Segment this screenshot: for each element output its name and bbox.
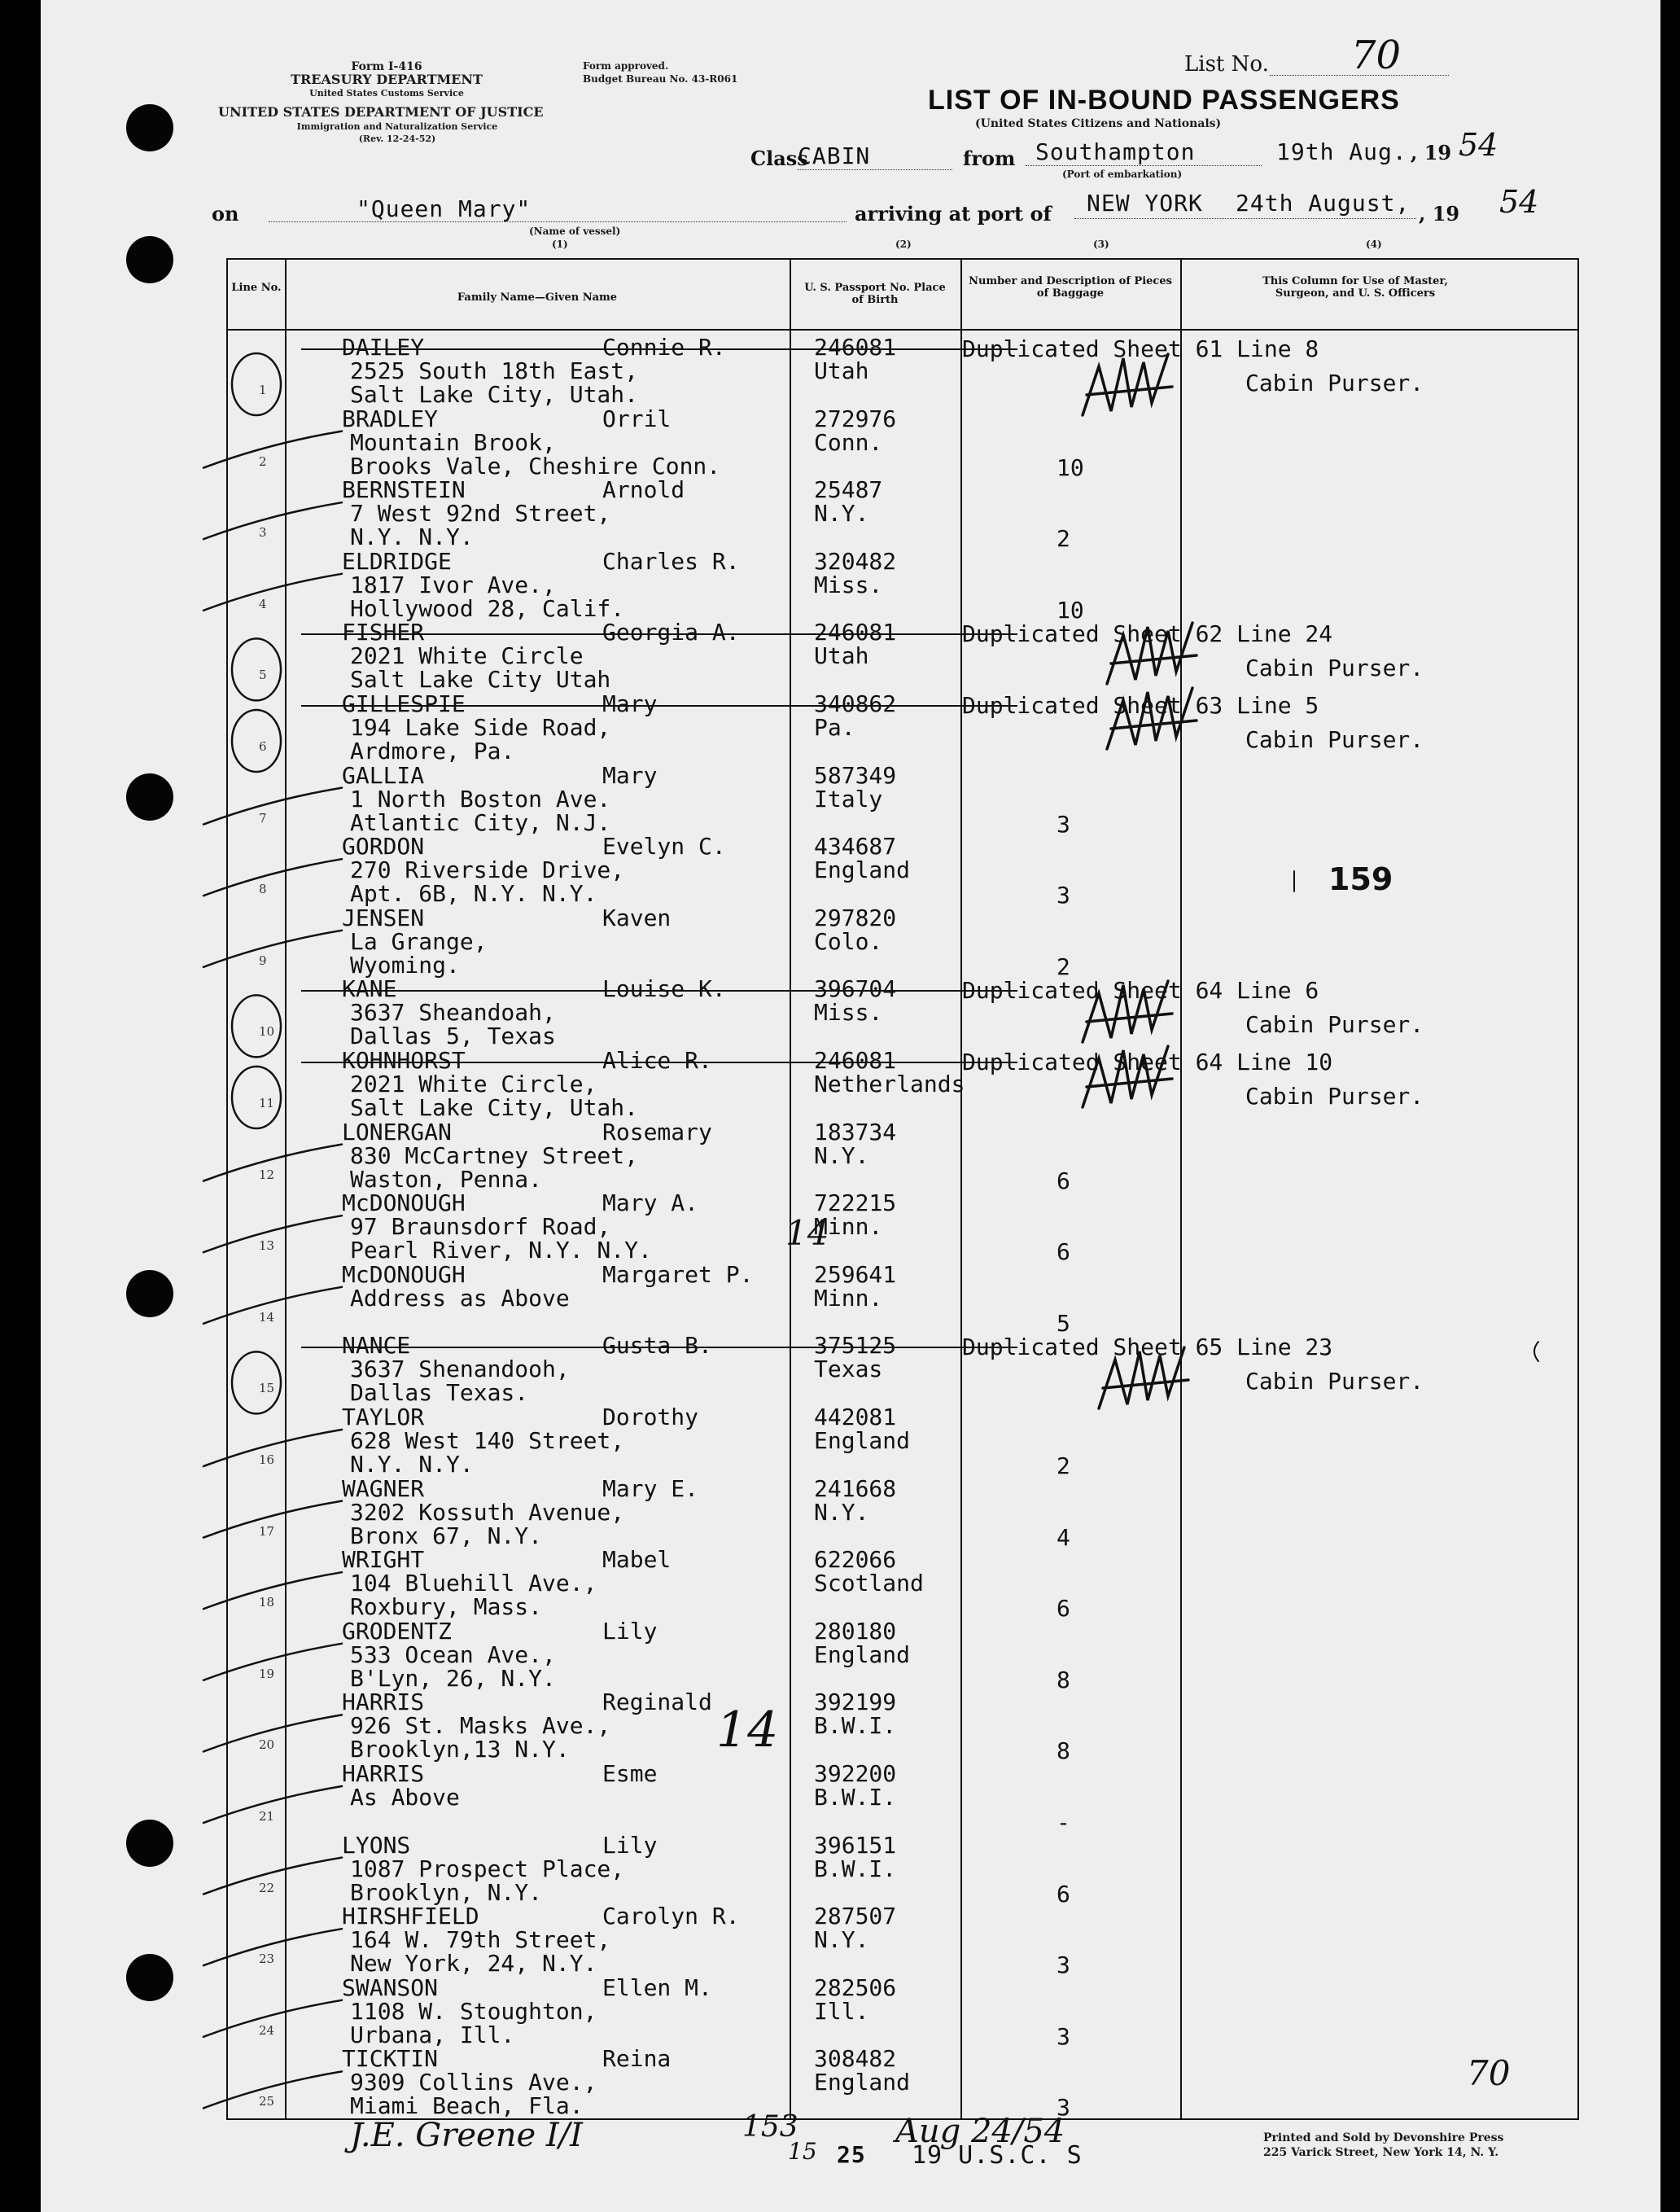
family-name: FISHER: [342, 619, 425, 646]
line-number: 20: [259, 1737, 275, 1753]
address-line-1: 1087 Prospect Place,: [350, 1855, 625, 1882]
class-value: CABIN: [798, 142, 871, 169]
given-name: Mabel: [602, 1546, 672, 1574]
given-name: Evelyn C.: [602, 833, 726, 861]
hand-marks-layer: [41, 0, 1660, 2212]
ins-service: Immigration and Naturalization Service: [296, 121, 498, 132]
place-of-birth: Minn.: [814, 1284, 883, 1312]
line-number: 2: [259, 453, 267, 469]
passport-number: 392200: [814, 1760, 897, 1787]
passport-number: 722215: [814, 1189, 897, 1217]
given-name: Dorothy: [602, 1404, 699, 1430]
arrival-year: 54: [1499, 184, 1539, 220]
address-line-2: Brooklyn,13 N.Y.: [350, 1736, 570, 1763]
duplicate-note: Duplicated Sheet 61 Line 8: [962, 335, 1319, 362]
check-mark-stroke: [203, 1644, 342, 1680]
line-number: 14: [259, 1309, 275, 1325]
passport-number: 246081: [814, 334, 897, 361]
address-line-2: Ardmore, Pa.: [350, 738, 515, 764]
family-name: KOHNHORST: [342, 1047, 466, 1074]
port-embark-caption: (Port of embarkation): [1062, 169, 1183, 180]
passport-number: 587349: [814, 761, 897, 789]
purser-note: Cabin Purser.: [1245, 655, 1424, 682]
given-name: Mary: [602, 761, 658, 789]
place-of-birth: Miss.: [814, 571, 883, 598]
place-of-birth: England: [814, 2069, 911, 2096]
given-name: Georgia A.: [602, 619, 740, 646]
baggage-count: 6: [1057, 1167, 1070, 1194]
place-of-birth: Ill.: [814, 1997, 869, 2025]
col-head-officers: This Column for Use of Master, Surgeon, and U. S. Officers: [1262, 275, 1448, 300]
check-mark-stroke: [203, 2071, 342, 2108]
line-circle-mark: [232, 1351, 281, 1413]
baggage-count: -: [1057, 1809, 1070, 1836]
printer-address: 225 Varick Street, New York 14, N. Y.: [1263, 2146, 1499, 2159]
rev-date: (Rev. 12-24-52): [358, 134, 436, 144]
baggage-count: 3: [1057, 810, 1070, 838]
duplicate-note: Duplicated Sheet 64 Line 6: [962, 977, 1319, 1005]
given-name: Lily: [602, 1831, 658, 1859]
place-of-birth: B.W.I.: [814, 1855, 897, 1882]
check-mark-stroke: [203, 431, 342, 468]
passport-number: 25487: [814, 476, 883, 504]
family-name: GORDON: [342, 833, 425, 861]
officer-count: 159: [1328, 861, 1393, 897]
passport-number: 287507: [814, 1903, 897, 1930]
address-line-2: Salt Lake City, Utah.: [350, 381, 639, 408]
family-name: HIRSHFIELD: [342, 1903, 479, 1930]
passport-number: 622066: [814, 1546, 897, 1574]
address-line-2: Miami Beach, Fla.: [350, 2092, 584, 2120]
line-number: 25: [259, 2094, 275, 2109]
passport-number: 282506: [814, 1973, 897, 2001]
family-name: GILLESPIE: [342, 690, 466, 717]
place-of-birth: England: [814, 856, 911, 884]
passport-number: 434687: [814, 833, 897, 861]
address-line-2: Waston, Penna.: [350, 1165, 543, 1193]
place-of-birth: Italy: [814, 785, 883, 813]
address-line-1: 3202 Kossuth Avenue,: [350, 1498, 625, 1526]
address-line-1: 9309 Collins Ave.,: [350, 2069, 597, 2096]
baggage-count: 6: [1057, 1238, 1070, 1266]
check-mark-stroke: [203, 1858, 342, 1894]
printer-line: Printed and Sold by Devonshire Press: [1263, 2131, 1504, 2144]
address-line-1: Address as Above: [350, 1284, 570, 1312]
arriving-label: arriving at port of: [855, 202, 1052, 226]
purser-note: Cabin Purser.: [1245, 1368, 1424, 1395]
col-num-1: (1): [552, 239, 568, 250]
family-name: JENSEN: [342, 904, 425, 931]
baggage-count: 3: [1057, 2094, 1070, 2122]
check-mark-stroke: [203, 1145, 342, 1181]
address-line-1: 194 Lake Side Road,: [350, 714, 611, 741]
passport-number: 396704: [814, 975, 897, 1003]
address-line-1: 1 North Boston Ave.: [350, 785, 611, 813]
address-line-2: Dallas 5, Texas: [350, 1023, 556, 1050]
address-line-1: As Above: [350, 1784, 460, 1811]
from-value: Southampton: [1035, 138, 1196, 165]
check-mark-stroke: [203, 1929, 342, 1965]
address-line-1: 164 W. 79th Street,: [350, 1926, 611, 1954]
given-name: Kaven: [602, 904, 672, 931]
line-number: 17: [259, 1523, 275, 1539]
line-number: 11: [259, 1096, 275, 1110]
form-number: Form I-416: [351, 60, 422, 73]
baggage-count: 3: [1057, 1951, 1070, 1979]
check-mark-stroke: [203, 931, 342, 967]
bottom-count-sub: 15: [788, 2138, 817, 2165]
vessel-name: "Queen Mary": [357, 195, 532, 222]
address-line-1: 270 Riverside Drive,: [350, 856, 625, 884]
passport-number: 241668: [814, 1474, 897, 1502]
address-line-1: 7 West 92nd Street,: [350, 500, 611, 528]
line-number: 23: [259, 1951, 275, 1967]
baggage-count: 10: [1057, 453, 1084, 481]
family-name: DAILEY: [342, 334, 425, 361]
customs-service: United States Customs Service: [309, 88, 464, 99]
passport-number: 375125: [814, 1332, 897, 1360]
address-line-1: 628 West 140 Street,: [350, 1427, 625, 1454]
baggage-count: 5: [1057, 1309, 1070, 1337]
from-label: from: [963, 147, 1016, 170]
col-head-passport: U. S. Passport No. Place of Birth: [804, 282, 946, 306]
address-line-2: Roxbury, Mass.: [350, 1593, 543, 1621]
passport-number: 183734: [814, 1118, 897, 1145]
address-line-1: 97 Braunsdorf Road,: [350, 1213, 611, 1241]
check-mark-stroke: [203, 859, 342, 896]
line-number: 8: [259, 882, 267, 897]
address-line-2: New York, 24, N.Y.: [350, 1950, 597, 1978]
address-line-1: 104 Bluehill Ave.,: [350, 1570, 597, 1597]
given-name: Connie R.: [602, 334, 726, 361]
baggage-count: 8: [1057, 1737, 1070, 1765]
inspector-signature: J.E. Greene I/I: [350, 2117, 583, 2154]
col-head-name: Family Name—Given Name: [457, 291, 618, 304]
given-name: Rosemary: [602, 1118, 712, 1145]
address-line-2: Apt. 6B, N.Y. N.Y.: [350, 880, 597, 908]
given-name: Charles R.: [602, 547, 740, 575]
family-name: McDONOUGH: [342, 1260, 466, 1288]
place-of-birth: Minn.: [814, 1213, 883, 1241]
address-line-2: Brooks Vale, Cheshire Conn.: [350, 452, 721, 480]
baggage-count: 6: [1057, 1880, 1070, 1908]
place-of-birth: Colo.: [814, 927, 883, 955]
address-line-1: 830 McCartney Street,: [350, 1141, 639, 1169]
family-name: LYONS: [342, 1831, 411, 1859]
baggage-count: 6: [1057, 1595, 1070, 1623]
check-mark-stroke: [203, 1287, 342, 1324]
line-number: 21: [259, 1809, 275, 1824]
arrival-port: NEW YORK: [1087, 190, 1203, 217]
given-name: Mary E.: [602, 1474, 699, 1502]
line-number: 7: [259, 810, 267, 826]
address-line-2: N.Y. N.Y.: [350, 523, 474, 551]
given-name: Gusta B.: [602, 1332, 712, 1360]
budget-bureau: Budget Bureau No. 43-R061: [583, 73, 738, 85]
col-head-baggage: Number and Description of Pieces of Baggage: [969, 275, 1172, 300]
bottom-date: Aug 24/54: [895, 2113, 1065, 2150]
hand-mark-14-b: 14: [716, 1702, 779, 1759]
given-name: Mary: [602, 690, 658, 717]
line-circle-mark: [232, 638, 281, 700]
given-name: Reina: [602, 2045, 672, 2073]
line-number: 19: [259, 1666, 275, 1681]
passport-number: 246081: [814, 619, 897, 646]
col-head-line: Line No.: [231, 282, 282, 294]
address-line-1: 2525 South 18th East,: [350, 357, 639, 384]
family-name: WAGNER: [342, 1474, 425, 1502]
passport-number: 340862: [814, 690, 897, 717]
family-name: GALLIA: [342, 761, 425, 789]
address-line-2: Brooklyn, N.Y.: [350, 1878, 543, 1906]
place-of-birth: N.Y.: [814, 1141, 869, 1169]
check-mark-stroke: [203, 1216, 342, 1252]
line-number: 5: [259, 668, 267, 683]
line-number: 4: [259, 596, 267, 611]
place-of-birth: N.Y.: [814, 500, 869, 528]
line-circle-mark: [232, 710, 281, 772]
baggage-count: 3: [1057, 2022, 1070, 2050]
baggage-count: 2: [1057, 525, 1070, 553]
dept-justice: UNITED STATES DEPARTMENT OF JUSTICE: [218, 104, 544, 120]
given-name: Lily: [602, 1617, 658, 1645]
line-number: 16: [259, 1452, 275, 1467]
given-name: Alice R.: [602, 1047, 712, 1074]
address-line-1: 926 St. Masks Ave.,: [350, 1712, 611, 1740]
form-approved: Form approved.: [583, 60, 669, 72]
given-name: Carolyn R.: [602, 1903, 740, 1930]
given-name: Ellen M.: [602, 1973, 712, 2001]
place-of-birth: N.Y.: [814, 1498, 869, 1526]
family-name: TAYLOR: [342, 1404, 425, 1430]
address-line-2: Dallas Texas.: [350, 1379, 529, 1407]
place-of-birth: Netherlands: [814, 1071, 965, 1097]
col-num-2: (2): [895, 239, 912, 250]
given-name: Margaret P.: [602, 1260, 754, 1288]
place-of-birth: Texas: [814, 1356, 883, 1383]
check-mark-stroke: [203, 2000, 342, 2037]
duplicate-note: Duplicated Sheet 63 Line 5: [962, 692, 1319, 719]
purser-note: Cabin Purser.: [1245, 726, 1424, 753]
purser-note: Cabin Purser.: [1245, 1011, 1424, 1039]
line-circle-mark: [232, 995, 281, 1057]
address-line-1: 2021 White Circle: [350, 642, 584, 670]
col-num-4: (4): [1366, 239, 1382, 250]
manifest-page: [41, 0, 1660, 2212]
address-line-1: 1108 W. Stoughton,: [350, 1997, 597, 2025]
place-of-birth: B.W.I.: [814, 1784, 897, 1811]
duplicate-note: Duplicated Sheet 62 Line 24: [962, 620, 1333, 648]
passport-number: 259641: [814, 1260, 897, 1288]
signature-mark: [1107, 688, 1197, 749]
family-name: BRADLEY: [342, 405, 439, 432]
class-label: Class: [750, 147, 808, 170]
bottom-code: 25: [837, 2141, 866, 2168]
address-line-1: 533 Ocean Ave.,: [350, 1640, 556, 1668]
depart-year-prefix: , 19: [1411, 141, 1452, 164]
check-mark-stroke: [203, 1572, 342, 1609]
address-line-1: Mountain Brook,: [350, 428, 556, 456]
family-name: TICKTIN: [342, 2045, 439, 2073]
baggage-count: 4: [1057, 1523, 1070, 1551]
check-mark-stroke: [203, 1430, 342, 1466]
depart-date: 19th Aug.: [1276, 138, 1407, 165]
signature-mark: [1107, 623, 1197, 684]
baggage-count: 2: [1057, 1452, 1070, 1479]
address-line-1: La Grange,: [350, 927, 488, 955]
place-of-birth: England: [814, 1427, 911, 1454]
treasury-dept: TREASURY DEPARTMENT: [291, 72, 483, 87]
family-name: HARRIS: [342, 1760, 425, 1787]
bottom-count: 153: [742, 2110, 798, 2144]
list-subtitle: (United States Citizens and Nationals): [975, 117, 1222, 130]
check-mark-stroke: [203, 502, 342, 539]
line-number: 10: [259, 1024, 275, 1040]
family-name: SWANSON: [342, 1973, 439, 2001]
passport-number: 442081: [814, 1404, 897, 1430]
list-title: LIST OF IN-BOUND PASSENGERS: [928, 85, 1400, 116]
address-line-2: Atlantic City, N.J.: [350, 808, 611, 836]
depart-year: 54: [1459, 127, 1498, 163]
list-no-value: 70: [1351, 33, 1402, 78]
hand-mark-14-a: 14: [785, 1213, 829, 1253]
signature-mark: [1083, 1046, 1172, 1107]
address-line-2: B'Lyn, 26, N.Y.: [350, 1664, 556, 1692]
given-name: Orril: [602, 405, 672, 432]
baggage-count: 2: [1057, 953, 1070, 980]
signature-mark: [1083, 354, 1172, 415]
passport-number: 297820: [814, 904, 897, 931]
place-of-birth: B.W.I.: [814, 1712, 897, 1740]
address-line-1: 3637 Shenandooh,: [350, 1356, 570, 1383]
given-name: Esme: [602, 1760, 658, 1787]
line-number: 24: [259, 2022, 275, 2038]
purser-note: Cabin Purser.: [1245, 1083, 1424, 1110]
line-circle-mark: [232, 1067, 281, 1128]
check-mark-stroke: [203, 574, 342, 611]
passport-number: 272976: [814, 405, 897, 432]
baggage-count: 8: [1057, 1666, 1070, 1693]
line-number: 3: [259, 525, 267, 541]
page-mark: 70: [1467, 2053, 1511, 2093]
family-name: NANCE: [342, 1332, 411, 1360]
line-number: 1: [259, 383, 267, 397]
line-number: 15: [259, 1381, 275, 1396]
line-number: 6: [259, 739, 267, 754]
given-name: Mary A.: [602, 1189, 699, 1217]
place-of-birth: Conn.: [814, 428, 883, 456]
family-name: BERNSTEIN: [342, 476, 466, 504]
baggage-count: 10: [1057, 596, 1084, 624]
passport-number: 392199: [814, 1689, 897, 1716]
passport-number: 308482: [814, 2045, 897, 2073]
given-name: Louise K.: [602, 975, 726, 1003]
check-mark-stroke: [203, 1501, 342, 1538]
arrival-year-prefix: , 19: [1419, 202, 1460, 226]
signature-mark: [1099, 1347, 1188, 1408]
list-no-label: List No.: [1184, 52, 1269, 77]
passport-number: 396151: [814, 1831, 897, 1859]
line-number: 13: [259, 1238, 275, 1254]
passport-number: 280180: [814, 1617, 897, 1645]
purser-note: Cabin Purser.: [1245, 370, 1424, 396]
address-line-2: N.Y. N.Y.: [350, 1451, 474, 1478]
place-of-birth: N.Y.: [814, 1926, 869, 1954]
family-name: LONERGAN: [342, 1118, 452, 1145]
family-name: McDONOUGH: [342, 1189, 466, 1217]
check-mark-stroke: [203, 788, 342, 825]
check-mark-stroke: [203, 1786, 342, 1823]
address-line-2: Pearl River, N.Y. N.Y.: [350, 1237, 652, 1264]
address-line-2: Urbana, Ill.: [350, 2021, 515, 2048]
duplicate-note: Duplicated Sheet 64 Line 10: [962, 1049, 1333, 1075]
line-number: 9: [259, 953, 267, 968]
line-number: 18: [259, 1595, 275, 1610]
given-name: Reginald: [602, 1689, 712, 1716]
usc-citation: 19 U.S.C. S: [912, 2141, 1083, 2170]
signature-mark: [1083, 981, 1172, 1042]
baggage-count: 3: [1057, 882, 1070, 909]
address-line-2: Bronx 67, N.Y.: [350, 1522, 543, 1549]
check-mark-stroke: [203, 1715, 342, 1751]
place-of-birth: Miss.: [814, 999, 883, 1027]
address-line-2: Hollywood 28, Calif.: [350, 594, 625, 622]
duplicate-note: Duplicated Sheet 65 Line 23: [962, 1334, 1333, 1361]
vessel-caption: (Name of vessel): [529, 226, 621, 237]
family-name: WRIGHT: [342, 1546, 425, 1574]
arrival-date: 24th August,: [1236, 190, 1411, 217]
line-circle-mark: [232, 353, 281, 415]
address-line-2: Salt Lake City, Utah.: [350, 1094, 639, 1121]
given-name: Arnold: [602, 476, 685, 504]
line-number: 22: [259, 1880, 275, 1895]
family-name: ELDRIDGE: [342, 547, 452, 575]
col-num-3: (3): [1093, 239, 1109, 250]
place-of-birth: Utah: [814, 357, 869, 384]
tick-mark: [1534, 1342, 1538, 1361]
passport-number: 320482: [814, 547, 897, 575]
address-line-2: Salt Lake City Utah: [350, 666, 611, 694]
family-name: HARRIS: [342, 1689, 425, 1716]
place-of-birth: Utah: [814, 642, 869, 670]
family-name: GRODENTZ: [342, 1617, 452, 1645]
address-line-2: Wyoming.: [350, 951, 460, 979]
place-of-birth: England: [814, 1640, 911, 1668]
passport-number: 246081: [814, 1047, 897, 1074]
address-line-1: 1817 Ivor Ave.,: [350, 571, 556, 598]
place-of-birth: Pa.: [814, 714, 855, 741]
address-line-1: 2021 White Circle,: [350, 1071, 597, 1097]
place-of-birth: Scotland: [814, 1570, 924, 1597]
on-label: on: [212, 202, 239, 226]
address-line-1: 3637 Sheandoah,: [350, 999, 556, 1027]
family-name: KANE: [342, 975, 397, 1003]
line-number: 12: [259, 1167, 275, 1182]
